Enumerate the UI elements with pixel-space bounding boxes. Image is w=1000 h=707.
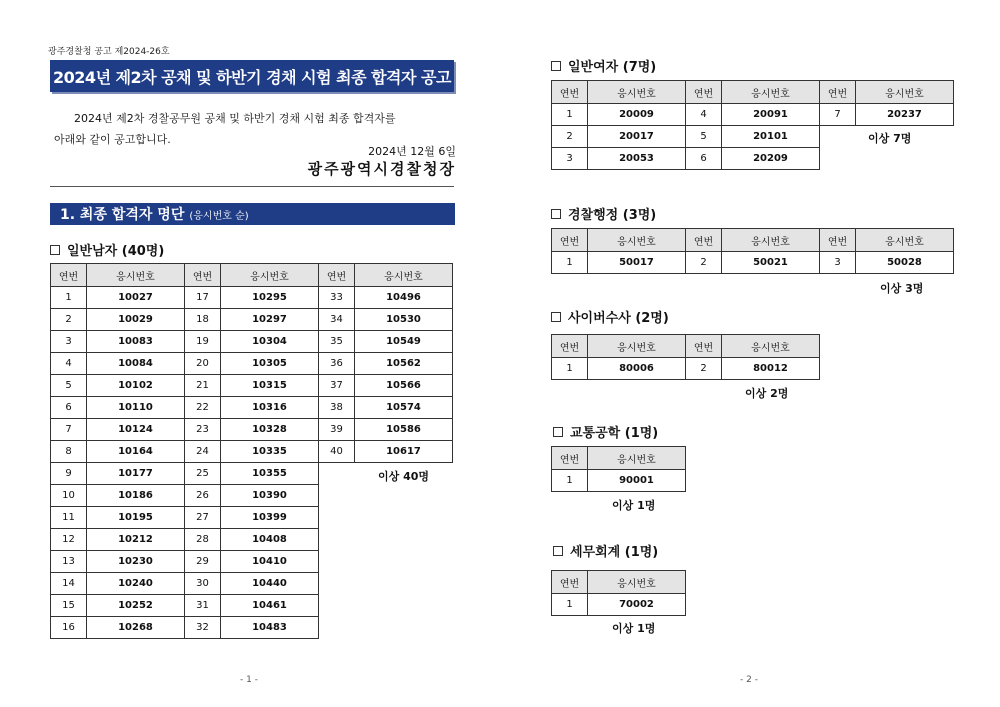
table-row (552, 104, 954, 126)
checkbox-icon (553, 546, 563, 556)
seq-cell: 2 (686, 252, 722, 274)
checkbox-icon (551, 61, 561, 71)
table-row (552, 252, 954, 274)
table-row (51, 441, 453, 463)
header-exam-number: 응시번호 (856, 229, 954, 252)
seq-cell: 1 (552, 594, 588, 616)
exam-number-cell: 10549 (355, 331, 453, 353)
result-table-male (50, 263, 453, 639)
empty-cell (319, 573, 453, 595)
exam-number-cell: 50021 (722, 252, 820, 274)
checkbox-icon (553, 427, 563, 437)
exam-number-cell: 10212 (87, 529, 185, 551)
exam-number-cell: 10410 (221, 551, 319, 573)
exam-number-cell: 10177 (87, 463, 185, 485)
header-seq: 연번 (185, 264, 221, 287)
seq-cell: 24 (185, 441, 221, 463)
result-table-female (551, 80, 954, 170)
empty-cell (820, 148, 954, 170)
header-seq: 연번 (552, 229, 588, 252)
checkbox-icon (551, 209, 561, 219)
seq-cell: 38 (319, 397, 355, 419)
seq-cell: 12 (51, 529, 87, 551)
empty-cell (319, 617, 453, 639)
table-header-row (51, 264, 453, 287)
table-header-row (552, 335, 820, 358)
checkbox-icon (50, 245, 60, 255)
empty-cell (319, 485, 453, 507)
seq-cell: 18 (185, 309, 221, 331)
header-seq: 연번 (51, 264, 87, 287)
exam-number-cell: 10496 (355, 287, 453, 309)
seq-cell: 30 (185, 573, 221, 595)
exam-number-cell: 10297 (221, 309, 319, 331)
exam-number-cell: 10328 (221, 419, 319, 441)
table-row (51, 397, 453, 419)
intro-line-1: 2024년 제2차 경찰공무원 공채 및 하반기 경채 시험 최종 합격자를 (74, 112, 396, 125)
header-seq: 연번 (820, 81, 856, 104)
seq-cell: 32 (185, 617, 221, 639)
seq-cell: 20 (185, 353, 221, 375)
table-row (51, 419, 453, 441)
table-row (51, 375, 453, 397)
exam-number-cell: 10110 (87, 397, 185, 419)
group-title-tax: 세무회계 (1명) (553, 541, 658, 560)
exam-number-cell: 90001 (588, 470, 686, 492)
exam-number-cell: 10574 (355, 397, 453, 419)
seq-cell: 36 (319, 353, 355, 375)
seq-cell: 6 (686, 148, 722, 170)
exam-number-cell: 20237 (856, 104, 954, 126)
divider (50, 186, 454, 187)
result-table-cyber (551, 334, 820, 380)
exam-number-cell: 10102 (87, 375, 185, 397)
table-row (51, 617, 453, 639)
seq-cell: 1 (552, 358, 588, 380)
seq-cell: 10 (51, 485, 87, 507)
total-traffic: 이상 1명 (612, 499, 656, 512)
seq-cell: 19 (185, 331, 221, 353)
exam-number-cell: 10240 (87, 573, 185, 595)
table-row (51, 551, 453, 573)
table-row (51, 353, 453, 375)
seq-cell: 15 (51, 595, 87, 617)
result-table-traffic (551, 446, 686, 492)
seq-cell: 31 (185, 595, 221, 617)
header-seq: 연번 (686, 229, 722, 252)
section-title-bar (50, 203, 455, 225)
table-row (51, 595, 453, 617)
checkbox-icon (551, 312, 561, 322)
exam-number-cell: 10408 (221, 529, 319, 551)
seq-cell: 40 (319, 441, 355, 463)
table-header-row (552, 81, 954, 104)
header-seq: 연번 (552, 81, 588, 104)
page-number-2: - 2 - (740, 675, 758, 685)
exam-number-cell: 10335 (221, 441, 319, 463)
group-title-traffic: 교통공학 (1명) (553, 422, 658, 441)
seq-cell: 37 (319, 375, 355, 397)
group-title-cyber: 사이버수사 (2명) (551, 307, 669, 326)
exam-number-cell: 10586 (355, 419, 453, 441)
table-tax (551, 570, 686, 616)
seq-cell: 7 (51, 419, 87, 441)
header-exam-number: 응시번호 (588, 229, 686, 252)
exam-number-cell: 20053 (588, 148, 686, 170)
header-seq: 연번 (686, 81, 722, 104)
table-row (552, 148, 954, 170)
exam-number-cell: 10315 (221, 375, 319, 397)
seq-cell: 28 (185, 529, 221, 551)
table-header-row (552, 571, 686, 594)
section-title: 1. 최종 합격자 명단 (60, 207, 185, 223)
seq-cell: 1 (51, 287, 87, 309)
table-row (51, 287, 453, 309)
table-female (551, 80, 954, 170)
seq-cell: 39 (319, 419, 355, 441)
header-exam-number: 응시번호 (588, 571, 686, 594)
result-table-tax (551, 570, 686, 616)
exam-number-cell: 10562 (355, 353, 453, 375)
exam-number-cell: 10530 (355, 309, 453, 331)
section-subtitle: (응시번호 순) (189, 210, 249, 222)
table-admin (551, 228, 954, 274)
total-tax: 이상 1명 (612, 622, 656, 635)
header-seq: 연번 (552, 335, 588, 358)
page-number-1: - 1 - (240, 675, 258, 685)
exam-number-cell: 20009 (588, 104, 686, 126)
seq-cell: 6 (51, 397, 87, 419)
total-male: 이상 40명 (378, 470, 430, 483)
seq-cell: 2 (686, 358, 722, 380)
exam-number-cell: 20101 (722, 126, 820, 148)
seq-cell: 34 (319, 309, 355, 331)
exam-number-cell: 10195 (87, 507, 185, 529)
exam-number-cell: 10295 (221, 287, 319, 309)
exam-number-cell: 10230 (87, 551, 185, 573)
table-header-row (552, 447, 686, 470)
exam-number-cell: 10483 (221, 617, 319, 639)
exam-number-cell: 10566 (355, 375, 453, 397)
exam-number-cell: 10029 (87, 309, 185, 331)
exam-number-cell: 10305 (221, 353, 319, 375)
header-exam-number: 응시번호 (221, 264, 319, 287)
seq-cell: 13 (51, 551, 87, 573)
exam-number-cell: 10461 (221, 595, 319, 617)
exam-number-cell: 10390 (221, 485, 319, 507)
empty-cell (319, 529, 453, 551)
seq-cell: 23 (185, 419, 221, 441)
seq-cell: 4 (686, 104, 722, 126)
empty-cell (319, 507, 453, 529)
exam-number-cell: 20209 (722, 148, 820, 170)
exam-number-cell: 10316 (221, 397, 319, 419)
exam-number-cell: 10164 (87, 441, 185, 463)
header-exam-number: 응시번호 (355, 264, 453, 287)
seq-cell: 29 (185, 551, 221, 573)
empty-cell (319, 551, 453, 573)
exam-number-cell: 20017 (588, 126, 686, 148)
header-seq: 연번 (686, 335, 722, 358)
exam-number-cell: 10083 (87, 331, 185, 353)
total-female: 이상 7명 (868, 132, 912, 145)
seq-cell: 27 (185, 507, 221, 529)
exam-number-cell: 80012 (722, 358, 820, 380)
exam-number-cell: 10124 (87, 419, 185, 441)
empty-cell (319, 595, 453, 617)
seq-cell: 16 (51, 617, 87, 639)
exam-number-cell: 10186 (87, 485, 185, 507)
group-title-female: 일반여자 (7명) (551, 56, 656, 75)
table-cyber (551, 334, 820, 380)
seq-cell: 4 (51, 353, 87, 375)
header-exam-number: 응시번호 (722, 335, 820, 358)
table-row (552, 358, 820, 380)
seq-cell: 17 (185, 287, 221, 309)
header-seq: 연번 (552, 571, 588, 594)
table-traffic (551, 446, 686, 492)
header-exam-number: 응시번호 (588, 335, 686, 358)
exam-number-cell: 10440 (221, 573, 319, 595)
seq-cell: 2 (51, 309, 87, 331)
table-header-row (552, 229, 954, 252)
notice-date: 2024년 12월 6일 (368, 145, 456, 158)
exam-number-cell: 10084 (87, 353, 185, 375)
seq-cell: 2 (552, 126, 588, 148)
seq-cell: 8 (51, 441, 87, 463)
header-seq: 연번 (319, 264, 355, 287)
table-row (51, 485, 453, 507)
group-title-admin: 경찰행정 (3명) (551, 204, 656, 223)
table-row (51, 309, 453, 331)
table-male (50, 263, 453, 639)
seq-cell: 5 (51, 375, 87, 397)
header-seq: 연번 (552, 447, 588, 470)
total-admin: 이상 3명 (880, 282, 924, 295)
intro-line-2: 아래와 같이 공고합니다. (54, 133, 171, 146)
seq-cell: 11 (51, 507, 87, 529)
total-cyber: 이상 2명 (745, 387, 789, 400)
notice-number: 광주경찰청 공고 제2024-26호 (48, 47, 170, 57)
exam-number-cell: 10252 (87, 595, 185, 617)
seq-cell: 3 (51, 331, 87, 353)
header-exam-number: 응시번호 (722, 229, 820, 252)
seq-cell: 1 (552, 252, 588, 274)
table-row (51, 331, 453, 353)
exam-number-cell: 70002 (588, 594, 686, 616)
seq-cell: 9 (51, 463, 87, 485)
exam-number-cell: 10399 (221, 507, 319, 529)
agency-name: 광주광역시경찰청장 (307, 160, 456, 178)
exam-number-cell: 50028 (856, 252, 954, 274)
header-exam-number: 응시번호 (588, 447, 686, 470)
seq-cell: 35 (319, 331, 355, 353)
header-exam-number: 응시번호 (588, 81, 686, 104)
exam-number-cell: 10304 (221, 331, 319, 353)
seq-cell: 26 (185, 485, 221, 507)
seq-cell: 1 (552, 104, 588, 126)
header-exam-number: 응시번호 (856, 81, 954, 104)
exam-number-cell: 20091 (722, 104, 820, 126)
seq-cell: 5 (686, 126, 722, 148)
seq-cell: 3 (552, 148, 588, 170)
table-row (51, 507, 453, 529)
seq-cell: 14 (51, 573, 87, 595)
exam-number-cell: 10617 (355, 441, 453, 463)
exam-number-cell: 80006 (588, 358, 686, 380)
table-row (51, 573, 453, 595)
seq-cell: 33 (319, 287, 355, 309)
table-row (552, 594, 686, 616)
table-row (51, 529, 453, 551)
result-table-admin (551, 228, 954, 274)
seq-cell: 22 (185, 397, 221, 419)
group-title-male: 일반남자 (40명) (50, 240, 164, 259)
seq-cell: 25 (185, 463, 221, 485)
exam-number-cell: 10355 (221, 463, 319, 485)
exam-number-cell: 10268 (87, 617, 185, 639)
seq-cell: 1 (552, 470, 588, 492)
document-title: 2024년 제2차 공채 및 하반기 경채 시험 최종 합격자 공고 (50, 60, 454, 92)
header-seq: 연번 (820, 229, 856, 252)
header-exam-number: 응시번호 (722, 81, 820, 104)
exam-number-cell: 10027 (87, 287, 185, 309)
table-row (552, 470, 686, 492)
seq-cell: 3 (820, 252, 856, 274)
seq-cell: 7 (820, 104, 856, 126)
seq-cell: 21 (185, 375, 221, 397)
exam-number-cell: 50017 (588, 252, 686, 274)
header-exam-number: 응시번호 (87, 264, 185, 287)
